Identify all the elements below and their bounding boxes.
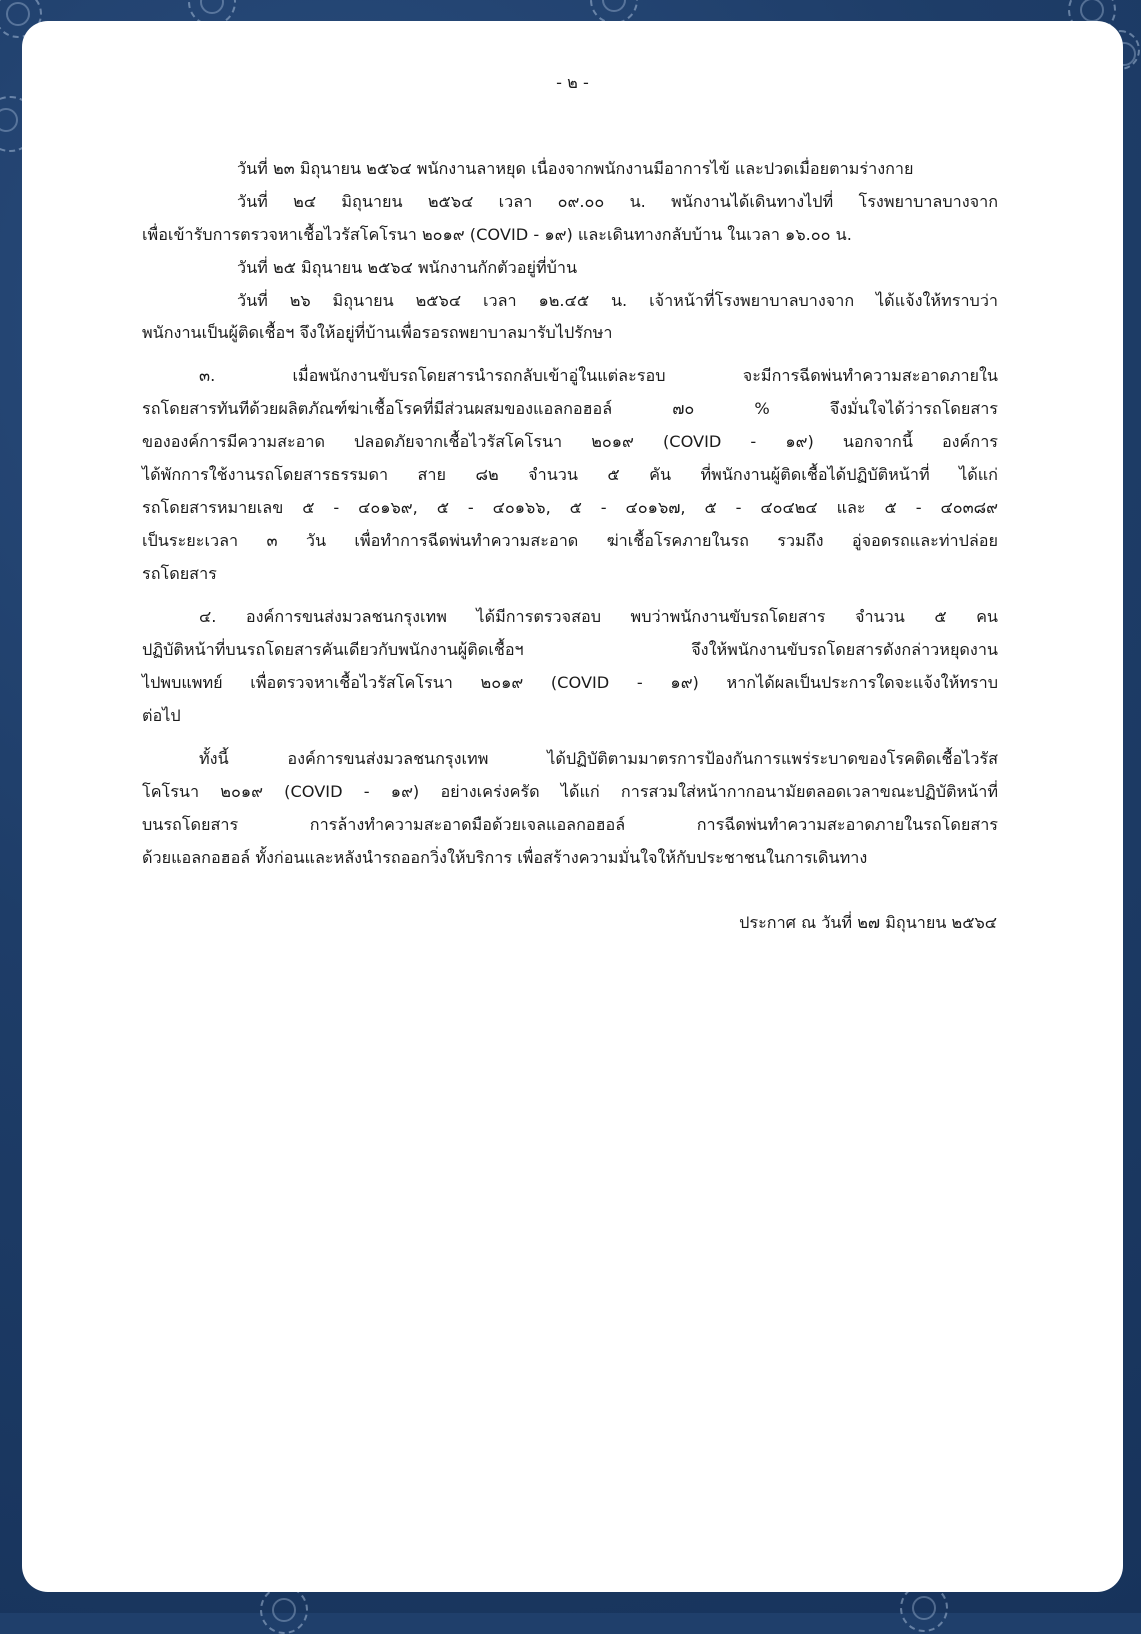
body-line: พนักงานเป็นผู้ติดเชื้อฯ จึงให้อยู่ที่บ้านเพื่อรอรถพยาบาลมารับไปรักษา [142,323,613,342]
body-line: เป็นระยะเวลา ๓ วัน เพื่อทำการฉีดพ่นทำความสะอาด ฆ่าเชื้อโรคภายในรถ รวมถึง อู่จอดรถและท่าปล่อย [142,531,998,550]
body-line: ปฏิบัติหน้าที่บนรถโดยสารคันเดียวกับพนักงานผู้ติดเชื้อฯ จึงให้พนักงานขับรถโดยสารดังกล่าวหยุดงาน [142,640,998,659]
body-line: ด้วยแอลกอฮอล์ ทั้งก่อนและหลังนำรถออกวิ่งให้บริการ เพื่อสร้างความมั่นใจให้กับประชาชนในการเดินทาง [142,848,868,867]
body-line: วันที่ ๒๖ มิถุนายน ๒๕๖๔ เวลา ๑๒.๔๕ น. เจ้าหน้าที่โรงพยาบาลบางจาก ได้แจ้งให้ทราบว่า [237,291,998,310]
body-line: รถโดยสาร [142,564,217,583]
body-line: วันที่ ๒๕ มิถุนายน ๒๕๖๔ พนักงานกักตัวอยู่ที่บ้าน [237,258,578,277]
body-line: เพื่อเข้ารับการตรวจหาเชื้อไวรัสโคโรนา ๒๐๑๙ (COVID - ๑๙) และเดินทางกลับบ้าน ในเวลา ๑๖.๐๐ น. [142,225,852,244]
body-line: โคโรนา ๒๐๑๙ (COVID - ๑๙) อย่างเคร่งครัด ได้แก่ การสวมใส่หน้ากากอนามัยตลอดเวลาขณะปฏิบัติหน้าที่ [142,782,998,801]
virus-decoration-icon [260,1586,308,1634]
body-line: ๓. เมื่อพนักงานขับรถโดยสารนำรถกลับเข้าอู่ในแต่ละรอบ จะมีการฉีดพ่นทำความสะอาดภายใน [199,366,998,385]
body-line: รถโดยสารหมายเลข ๕ - ๔๐๑๖๙, ๕ - ๔๐๑๖๖, ๕ - ๔๐๑๖๗, ๕ - ๔๐๔๒๔ และ ๕ - ๔๐๓๘๙ [142,498,998,517]
body-line: ไปพบแพทย์ เพื่อตรวจหาเชื้อไวรัสโคโรนา ๒๐๑๙ (COVID - ๑๙) หากได้ผลเป็นประการใดจะแจ้งให้ทราบ [142,673,998,692]
body-line: ทั้งนี้ องค์การขนส่งมวลชนกรุงเทพ ได้ปฏิบัติตามมาตรการป้องกันการแพร่ระบาดของโรคติดเชื้อไวรัส [199,749,998,768]
document-page [22,21,1123,1592]
body-line: ได้พักการใช้งานรถโดยสารธรรมดา สาย ๘๒ จำนวน ๕ คัน ที่พนักงานผู้ติดเชื้อได้ปฏิบัติหน้าที่ ได้แก่ [142,465,998,484]
body-line: บนรถโดยสาร การล้างทำความสะอาดมือด้วยเจลแอลกอฮอล์ การฉีดพ่นทำความสะอาดภายในรถโดยสาร [142,815,998,834]
announcement-date: ประกาศ ณ วันที่ ๒๗ มิถุนายน ๒๕๖๔ [739,913,997,932]
page-number: - ๒ - [556,73,589,92]
body-line: ขององค์การมีความสะอาด ปลอดภัยจากเชื้อไวรัสโคโรนา ๒๐๑๙ (COVID - ๑๙) นอกจากนี้ องค์การ [142,432,998,451]
body-line: วันที่ ๒๔ มิถุนายน ๒๕๖๔ เวลา ๐๙.๐๐ น. พนักงานได้เดินทางไปที่ โรงพยาบาลบางจาก [237,192,998,211]
body-line: ๔. องค์การขนส่งมวลชนกรุงเทพ ได้มีการตรวจสอบ พบว่าพนักงานขับรถโดยสาร จำนวน ๕ คน [199,607,998,626]
body-line: รถโดยสารทันทีด้วยผลิตภัณฑ์ฆ่าเชื้อโรคที่มีส่วนผสมของแอลกอฮอล์ ๗๐ % จึงมั่นใจได้ว่ารถโดยสาร [142,399,998,418]
body-line: วันที่ ๒๓ มิถุนายน ๒๕๖๔ พนักงานลาหยุด เนื่องจากพนักงานมีอาการไข้ และปวดเมื่อยตามร่างกาย [237,159,914,178]
body-line: ต่อไป [142,706,181,725]
